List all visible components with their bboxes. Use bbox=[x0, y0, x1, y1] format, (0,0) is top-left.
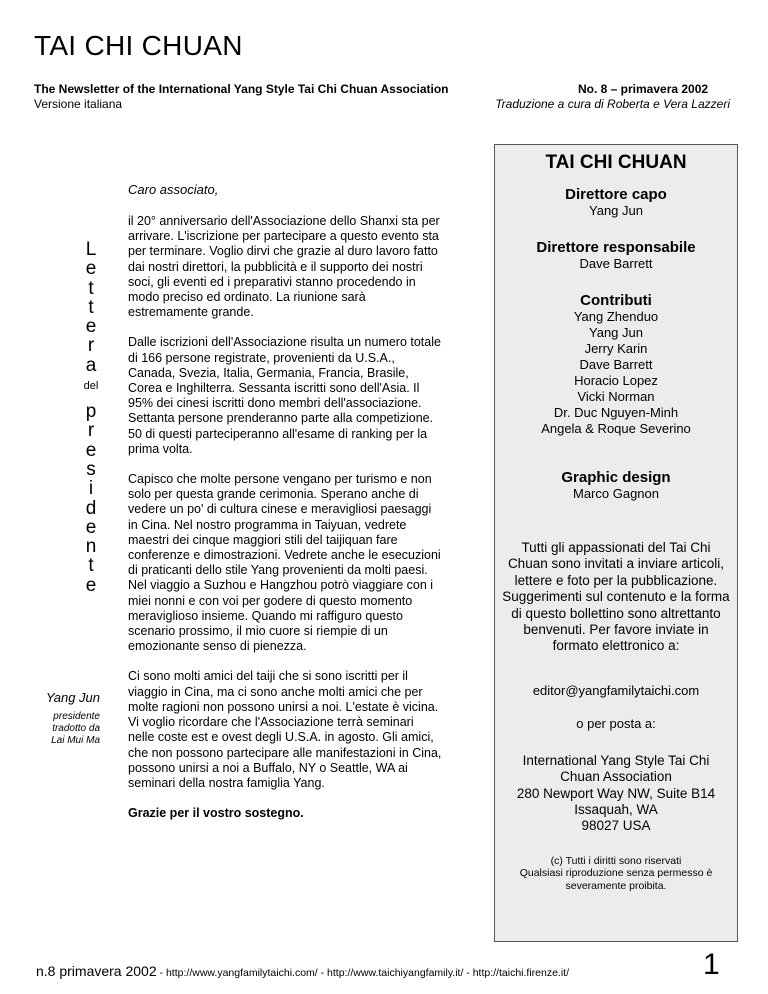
vertical-letter: i bbox=[88, 478, 94, 500]
author-role: tradotto da bbox=[52, 723, 100, 734]
contributor-name: Yang Jun bbox=[589, 325, 643, 340]
editor-name: Yang Jun bbox=[589, 203, 643, 218]
vertical-letter: t bbox=[88, 555, 94, 577]
footer-urls[interactable]: - http://www.yangfamilytaichi.com/ - http://www.taichiyangfamily.it/ - http://taichi.firenze.it/ bbox=[156, 967, 570, 979]
vertical-letter: r bbox=[87, 420, 95, 442]
submission-invite: Tutti gli appassionati del Tai Chi Chuan sono invitati a inviare articoli, lettere e foto per la pubblicazione. Suggerimenti sul contenuto e la forma di questo bollettino sono altrettanto benvenuti. Per favore inviate in formato elettronico a: bbox=[502, 540, 730, 654]
copyright-line: Qualsiasi riproduzione senza permesso è bbox=[519, 867, 713, 880]
vertical-letter: e bbox=[85, 258, 97, 280]
letter-paragraph: il 20° anniversario dell'Associazione dello Shanxi sta per arrivare. L'iscrizione per partecipare a questo evento sta per terminare. Voglio dirvi che grazie al duro lavoro fatto dai nostri direttori, la pubblicità e il supporto dei nostri soci, gli eventi ed i preparativi stanno procedendo in modo preciso ed ordinato. La riunione sarà estremamente grande. bbox=[128, 214, 440, 320]
address-line: 98027 USA bbox=[581, 818, 651, 834]
contributor-name: Dave Barrett bbox=[579, 357, 653, 372]
copyright-notice bbox=[495, 855, 737, 893]
footer-issue: n.8 primavera 2002 bbox=[36, 963, 157, 979]
vertical-letter: e bbox=[85, 316, 97, 338]
address-line: Issaquah, WA bbox=[574, 802, 658, 818]
sidebar-title: TAI CHI CHUAN bbox=[545, 152, 687, 173]
footer bbox=[36, 963, 569, 979]
letter-paragraph: Capisco che molte persone vengano per turismo e non solo per questa grande cerimonia. Sperano anche di vedere un po' di cultura cinese e meravigliosi paesaggi in Cina. Nel nostro programma in Taiyuan, vedrete maestri dei cinque maggiori stili del taijiquan fare conferenze e dimostrazioni. Vedrete anche le esecuzioni di praticanti dello stile Yang provenienti da molti paesi. Nel viaggio a Suzhou e Hangzhou potrò viaggiare con i miei nonni e con voi per godere di questo momento meraviglioso insieme. Quando mi raffiguro questo scenario prossimo, il mio cuore si riempie di un emozionante senso di pienezza. bbox=[128, 472, 441, 654]
letter-body bbox=[128, 214, 442, 836]
contributors-heading: Contributi bbox=[580, 292, 652, 309]
contributor-name: Horacio Lopez bbox=[574, 373, 658, 388]
design-name: Marco Gagnon bbox=[573, 486, 659, 501]
vertical-letter: n bbox=[85, 536, 97, 558]
vertical-title bbox=[76, 240, 106, 595]
author-role: Lai Mui Ma bbox=[51, 735, 100, 746]
editor-heading: Direttore capo bbox=[565, 186, 667, 203]
vertical-letter: a bbox=[85, 354, 97, 376]
vertical-letter: L bbox=[85, 239, 97, 260]
vertical-letter: e bbox=[85, 574, 97, 596]
vertical-letter: t bbox=[88, 277, 94, 299]
contributor-name: Dr. Duc Nguyen-Minh bbox=[553, 405, 679, 420]
vertical-letter: e bbox=[85, 439, 97, 461]
vertical-letter: d bbox=[85, 497, 97, 519]
vertical-letter: r bbox=[87, 335, 95, 357]
masthead-title: TAI CHI CHUAN bbox=[34, 30, 243, 61]
letter-paragraph: Dalle iscrizioni dell'Associazione risulta un numero totale di 166 persone registrate, provenienti da U.S.A., Canada, Svezia, Italia, Germania, Francia, Brasile, Corea e Inghilterra. Sessanta iscritti sono dell'Asia. Il 95% dei cinesi iscritti dono membri dell'associazione. Settanta persone prenderanno parte alla competizione. 50 di questi parteciperanno all'esame di ranking per la prima volta. bbox=[128, 335, 441, 456]
signature bbox=[46, 690, 100, 747]
design-heading: Graphic design bbox=[561, 469, 671, 486]
postal-address bbox=[495, 753, 737, 835]
editor-email[interactable]: editor@yangfamilytaichi.com bbox=[532, 682, 700, 698]
author-name: Yang Jun bbox=[46, 690, 100, 705]
contributor-name: Yang Zhenduo bbox=[573, 309, 659, 324]
contributor-name: Angela & Roque Severino bbox=[541, 421, 691, 436]
version-label: Versione italiana bbox=[34, 97, 123, 111]
vertical-letter: e bbox=[85, 516, 97, 538]
issue-label: No. 8 – primavera 2002 bbox=[578, 82, 709, 96]
copyright-line: severamente proibita. bbox=[565, 880, 667, 893]
managing-editor-name: Dave Barrett bbox=[579, 256, 653, 271]
vertical-letter: p bbox=[85, 401, 97, 423]
page-number: 1 bbox=[703, 948, 720, 981]
address-line: International Yang Style Tai Chi bbox=[522, 752, 710, 768]
contributor-name: Jerry Karin bbox=[584, 341, 648, 356]
translation-credit: Traduzione a cura di Roberta e Vera Lazzeri bbox=[495, 97, 730, 111]
salutation: Caro associato, bbox=[128, 182, 219, 197]
copyright-line: (c) Tutti i diritti sono riservati bbox=[550, 854, 682, 867]
vertical-letter: s bbox=[86, 458, 96, 480]
address-line: Chuan Association bbox=[560, 769, 672, 785]
letter-paragraph: Ci sono molti amici del taiji che si sono iscritti per il viaggio in Cina, ma ci sono anche molti amici che per molte ragioni non possono unirsi a noi. L'estate è vicina. Vi voglio ricordare che l'Associazione terrà seminari nelle coste est e ovest degli U.S.A. in agosto. Gli amici, che non possono partecipare alle manifestazioni in Cina, possono unirsi a noi a Buffalo, NY o Seattle, WA ai seminari della nostra famiglia Yang. bbox=[128, 669, 442, 790]
contributor-name: Vicki Norman bbox=[577, 389, 655, 404]
managing-editor-heading: Direttore responsabile bbox=[536, 239, 696, 256]
address-line: 280 Newport Way NW, Suite B14 bbox=[516, 785, 716, 801]
postal-note: o per posta a: bbox=[576, 715, 656, 731]
masthead-sidebar bbox=[494, 144, 738, 942]
letter-closing: Grazie per il vostro sostegno. bbox=[128, 806, 304, 821]
vertical-letter: t bbox=[88, 296, 94, 318]
vertical-word-del: del bbox=[83, 380, 99, 393]
author-role: presidente bbox=[53, 711, 100, 722]
newsletter-subtitle: The Newsletter of the International Yang Style Tai Chi Chuan Association bbox=[34, 82, 449, 96]
